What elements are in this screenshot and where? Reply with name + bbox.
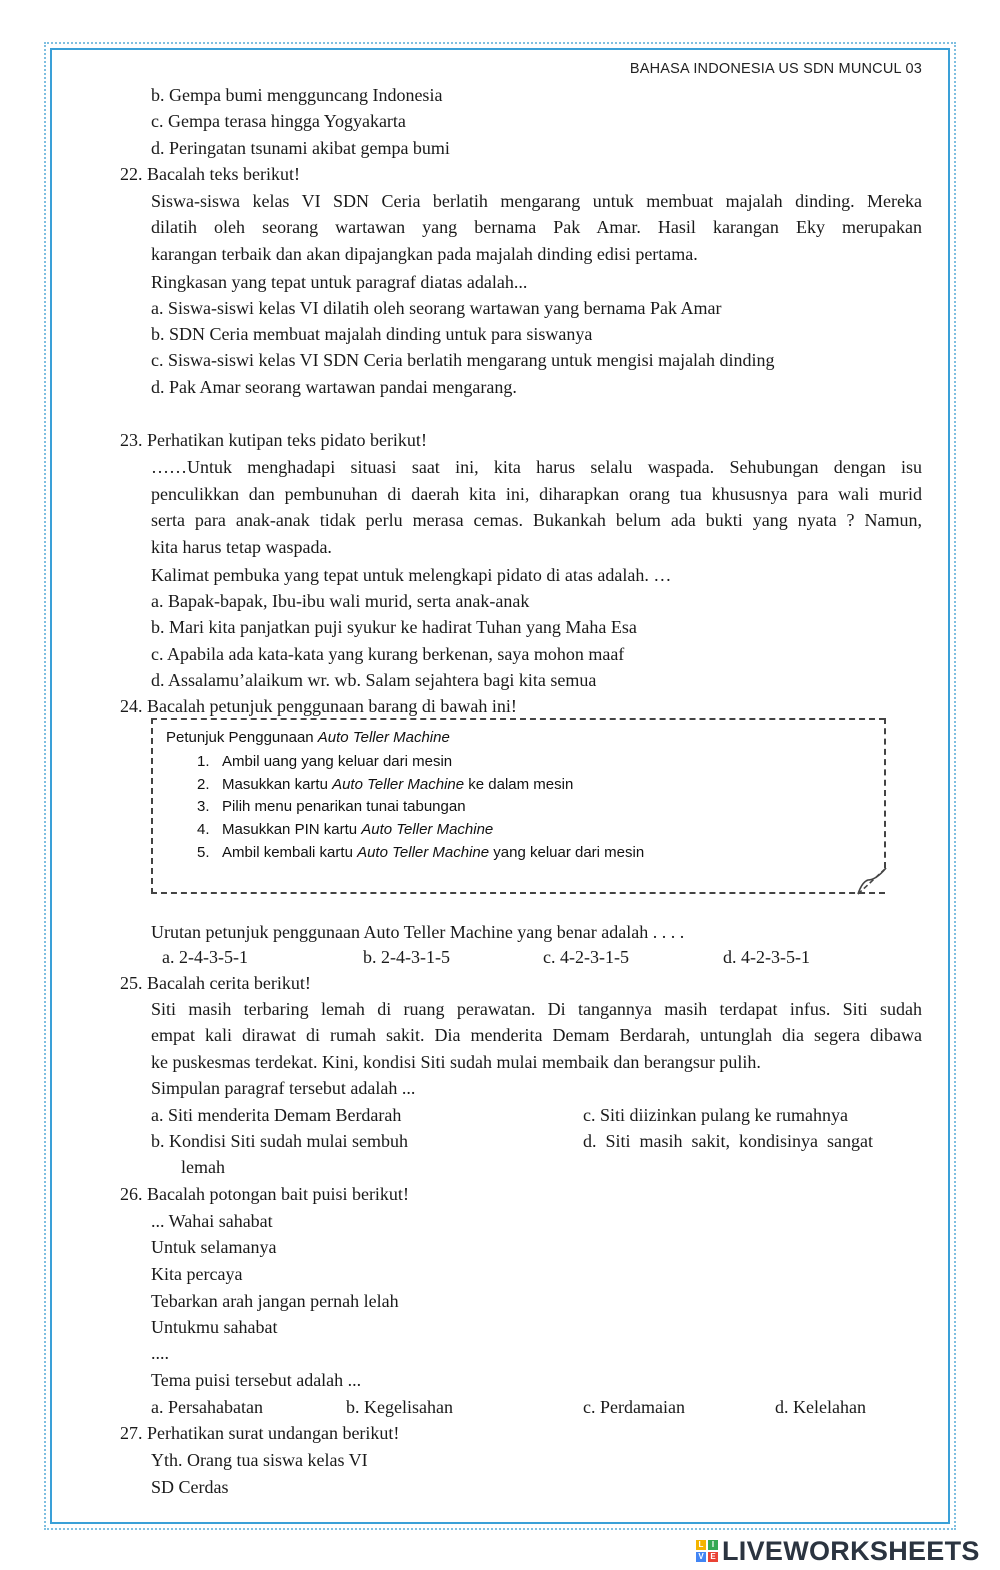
q25-question: Simpulan paragraf tersebut adalah ...: [151, 1078, 416, 1098]
logo-letter: V: [696, 1552, 706, 1562]
q23-question: Kalimat pembuka yang tepat untuk melengkapi pidato di atas adalah. …: [151, 565, 672, 585]
q24-option-c[interactable]: c. 4-2-3-1-5: [543, 947, 629, 967]
letter-line: SD Cerdas: [151, 1477, 229, 1497]
poem-line: Kita percaya: [151, 1264, 243, 1284]
step-text-italic: Auto Teller Machine: [357, 844, 490, 861]
instruction-title-plain: Petunjuk Penggunaan: [166, 729, 318, 746]
q25-option-d-continued: lemah: [181, 1157, 225, 1177]
q24-option-d[interactable]: d. 4-2-3-5-1: [723, 947, 810, 967]
page-curl-icon: [856, 864, 888, 896]
q21-option-b[interactable]: b. Gempa bumi mengguncang Indonesia: [151, 85, 443, 105]
letter-line: Yth. Orang tua siswa kelas VI: [151, 1450, 368, 1470]
instruction-step: [197, 775, 573, 795]
q23-option-b[interactable]: b. Mari kita panjatkan puji syukur ke hadirat Tuhan yang Maha Esa: [151, 617, 637, 637]
step-text: Ambil uang yang keluar dari mesin: [222, 753, 453, 770]
instruction-step: [197, 752, 452, 772]
step-text: Pilih menu penarikan tunai tabungan: [222, 798, 466, 815]
step-number: 3.: [197, 798, 210, 815]
poem-line: Tebarkan arah jangan pernah lelah: [151, 1291, 399, 1311]
logo-letter: E: [708, 1552, 718, 1562]
q24-stem: 24. Bacalah petunjuk penggunaan barang di bawah ini!: [120, 696, 517, 716]
q22-passage-line: karangan terbaik dan akan dipajangkan pada majalah dinding edisi pertama.: [151, 244, 698, 264]
q24-option-b[interactable]: b. 2-4-3-1-5: [363, 947, 450, 967]
q25-option-c[interactable]: c. Siti diizinkan pulang ke rumahnya: [583, 1105, 848, 1125]
q26-option-d[interactable]: d. Kelelahan: [775, 1397, 866, 1417]
instruction-box-edge: [884, 718, 886, 868]
q22-passage-line: dilatih oleh seorang wartawan yang bernama Pak Amar. Hasil karangan Eky merupakan: [151, 217, 922, 237]
q26-option-a[interactable]: a. Persahabatan: [151, 1397, 263, 1417]
logo-text: LIVEWORKSHEETS: [722, 1535, 980, 1566]
q25-option-d[interactable]: d. Siti masih sakit, kondisinya sangat: [583, 1131, 873, 1151]
q22-stem: 22. Bacalah teks berikut!: [120, 164, 300, 184]
instruction-step: [197, 843, 644, 863]
q26-question: Tema puisi tersebut adalah ...: [151, 1370, 362, 1390]
instruction-title: [166, 728, 450, 748]
q23-passage-line: serta para anak-anak tidak perlu merasa cemas. Bukankah belum ada bukti yang nyata ? Namun,: [151, 510, 922, 530]
q26-stem: 26. Bacalah potongan bait puisi berikut!: [120, 1184, 409, 1204]
q25-option-a[interactable]: a. Siti menderita Demam Berdarah: [151, 1105, 402, 1125]
q22-question: Ringkasan yang tepat untuk paragraf diatas adalah...: [151, 272, 528, 292]
q23-stem: 23. Perhatikan kutipan teks pidato berikut!: [120, 430, 427, 450]
poem-line: Untuk selamanya: [151, 1237, 277, 1257]
liveworksheets-logo[interactable]: [696, 1536, 980, 1566]
q25-passage-line: empat kali dirawat di rumah sakit. Dia menderita Demam Berdarah, untunglah dia segera dibawa: [151, 1025, 922, 1045]
q26-option-c[interactable]: c. Perdamaian: [583, 1397, 685, 1417]
q21-option-c[interactable]: c. Gempa terasa hingga Yogyakarta: [151, 111, 406, 131]
q23-option-a[interactable]: a. Bapak-bapak, Ibu-ibu wali murid, serta anak-anak: [151, 591, 530, 611]
q23-option-d[interactable]: d. Assalamu’alaikum wr. wb. Salam sejahtera bagi kita semua: [151, 670, 597, 690]
step-number: 4.: [197, 821, 210, 838]
q23-option-c[interactable]: c. Apabila ada kata-kata yang kurang berkenan, saya mohon maaf: [151, 644, 625, 664]
poem-line: ... Wahai sahabat: [151, 1211, 273, 1231]
logo-mark-icon: [696, 1540, 718, 1562]
step-text: Masukkan kartu: [222, 776, 333, 793]
q23-passage-line: kita harus tetap waspada.: [151, 537, 332, 557]
page-header: BAHASA INDONESIA US SDN MUNCUL 03: [629, 61, 922, 77]
step-text-italic: Auto Teller Machine: [332, 776, 465, 793]
step-text: yang keluar dari mesin: [489, 844, 645, 861]
q22-option-d[interactable]: d. Pak Amar seorang wartawan pandai mengarang.: [151, 377, 517, 397]
q22-passage-line: Siswa-siswa kelas VI SDN Ceria berlatih mengarang untuk membuat majalah dinding. Mereka: [151, 191, 922, 211]
q25-stem: 25. Bacalah cerita berikut!: [120, 973, 311, 993]
q21-option-d[interactable]: d. Peringatan tsunami akibat gempa bumi: [151, 138, 450, 158]
q23-passage-line: ……Untuk menghadapi situasi saat ini, kita harus selalu waspada. Sehubungan dengan isu: [151, 457, 922, 477]
q26-option-b[interactable]: b. Kegelisahan: [346, 1397, 453, 1417]
q22-option-a[interactable]: a. Siswa-siswi kelas VI dilatih oleh seorang wartawan yang bernama Pak Amar: [151, 298, 722, 318]
step-number: 1.: [197, 753, 210, 770]
poem-line: ....: [151, 1343, 169, 1363]
instruction-step: [197, 797, 466, 817]
q27-stem: 27. Perhatikan surat undangan berikut!: [120, 1423, 400, 1443]
logo-letter: I: [708, 1540, 718, 1550]
step-text: ke dalam mesin: [464, 776, 574, 793]
q24-question: Urutan petunjuk penggunaan Auto Teller Machine yang benar adalah . . . .: [151, 922, 685, 942]
step-number: 2.: [197, 776, 210, 793]
instruction-step: [197, 820, 493, 840]
instruction-title-italic: Auto Teller Machine: [317, 729, 450, 746]
q24-option-a[interactable]: a. 2-4-3-5-1: [162, 947, 248, 967]
step-text: Ambil kembali kartu: [222, 844, 358, 861]
q25-passage-line: Siti masih terbaring lemah di ruang perawatan. Di tangannya masih terdapat infus. Siti sudah: [151, 999, 922, 1019]
q25-passage-line: ke puskesmas terdekat. Kini, kondisi Siti sudah mulai membaik dan berangsur pulih.: [151, 1052, 761, 1072]
step-number: 5.: [197, 844, 210, 861]
logo-letter: L: [696, 1540, 706, 1550]
step-text-italic: Auto Teller Machine: [361, 821, 494, 838]
q23-passage-line: penculikkan dan pembunuhan di daerah kita ini, diharapkan orang tua khususnya para wali murid: [151, 484, 922, 504]
step-text: Masukkan PIN kartu: [222, 821, 362, 838]
poem-line: Untukmu sahabat: [151, 1317, 278, 1337]
q22-option-b[interactable]: b. SDN Ceria membuat majalah dinding untuk para siswanya: [151, 324, 593, 344]
q22-option-c[interactable]: c. Siswa-siswi kelas VI SDN Ceria berlatih mengarang untuk mengisi majalah dinding: [151, 350, 775, 370]
q25-option-b[interactable]: b. Kondisi Siti sudah mulai sembuh: [151, 1131, 409, 1151]
